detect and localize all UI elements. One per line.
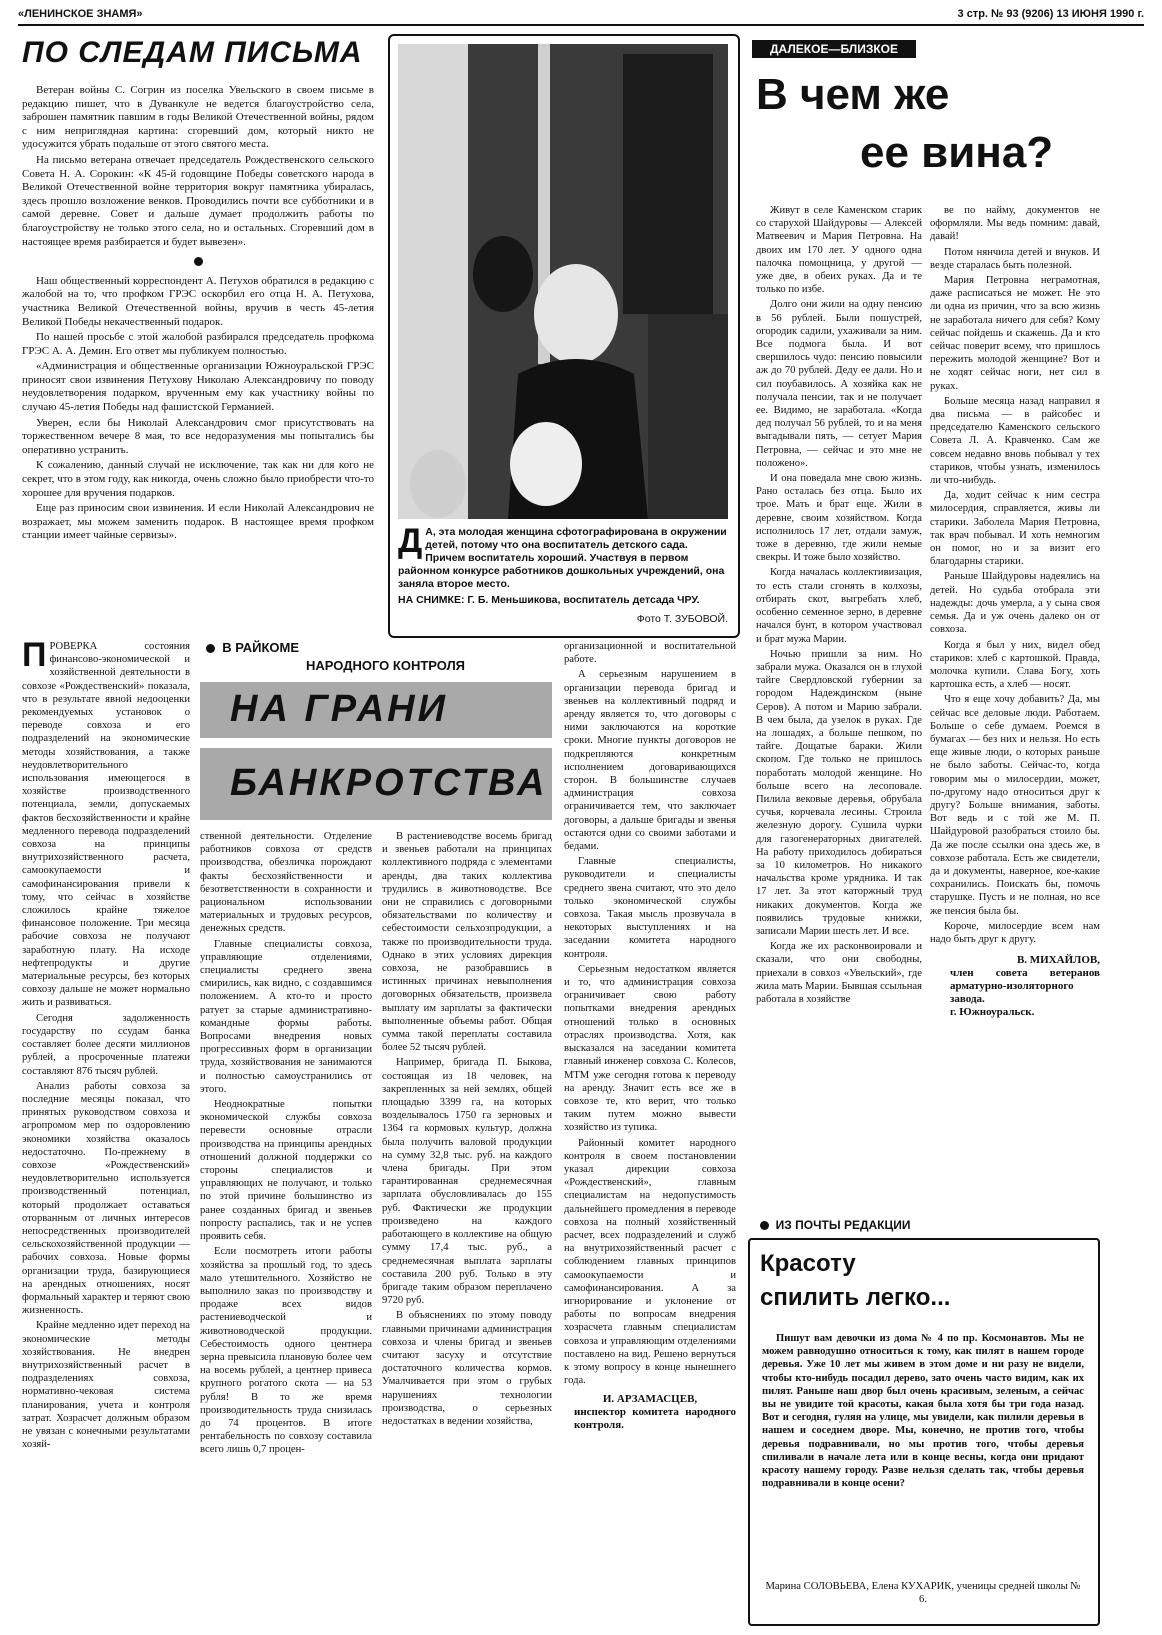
- paragraph: Короче, милосердие всем нам надо быть друг к другу.: [930, 920, 1100, 945]
- bankruptcy-col3: [382, 830, 552, 1430]
- paragraph: РОВЕРКА состояния финансово-экономической и хозяйственной деятельности в совхозе «Рождественский» показала, что в результате явной недооценки рекомендуемых установок о переводе совхоза и его подразделений на экономические методы хозяйствования, а также неудовлетворительного использования имеющегося в хозяйстве производственного потенциала, земли, допускаемых фактов бесхозяйственности и крайне медленного перевода подразделений совхоза на принципы внутрихозяйственного расчета, самоокупаемости и самофинансирования привели к тому, что сейчас в хозяйстве сложилось крайне тяжелое финансовое положение. Три месяца рабочие совхоза не получают заработную плату. На исходе нефтепродукты и другие материальные ресурсы, без которых совхозу дальше не может нормально жить и развиваться.: [22, 641, 190, 1009]
- paragraph: ственной деятельности. Отделение работников совхоза от средств производства, обезличка порождают факты бесхозяйственности и безответственности в сохранности и рациональном использовании материальных и трудовых ресурсов, денежных средств.: [200, 831, 372, 935]
- paragraph: Например, бригада П. Быкова, состоящая из 18 человек, на закрепленных за ней землях, общей площадью 3399 га, на которых возделывалось 1750 га зерновых и 1364 га кормовых культур, должна была получить валовой продукции на сумму 32,8 тыс. руб. на каждого члена бригады. При этом гарантированная среднемесячная зарплата обусловливалась до 155 руб. Фактически же продукции произведено на каждого работающего в коллективе на общую сумму 17,4 тыс. руб., а среднемесячная выплата зарплаты составила 200 руб. Только в эту бригаде таким образом переплачено 9720 руб.: [382, 1057, 552, 1307]
- paragraph: Анализ работы совхоза за последние месяцы показал, что принятых руководством совхоза и агропромом мер по оздоровлению экономики хозяйства оказалось недостаточно. По-прежнему в совхозе «Рождественский» неудовлетворительно используется производственный потенциал, который продолжает оставаться оторванным от личных интересов непосредственных производителей сельскохозяйственной продукции — рабочих совхоза. Новые формы организации труда, базирующиеся на арендных отношениях, носят формальный характер и теряют свою жизненность.: [22, 1080, 190, 1317]
- letter-section-title: ПО СЛЕДАМ ПИСЬМА: [22, 36, 363, 69]
- bankruptcy-signature-name: И. АРЗАМАСЦЕВ,: [602, 1393, 698, 1406]
- paragraph: Когда же их расконвоировали и сказали, что они свободны, приехали в совхоз «Увельский», где жила мать Марии. Бывшая ссыльная работала в хозяйстве: [756, 941, 922, 1005]
- paragraph: Раньше Шайдуровы надеялись на детей. Но судьба отобрала эти надежды: дочь умерла, а у сына своя семья. Да и уж очень далеко он от совхоза.: [930, 571, 1100, 636]
- mailbag-rubric: [760, 1218, 911, 1232]
- paragraph: ве по найму, документов не оформляли. Мы ведь помним: давай, давай!: [930, 205, 1100, 243]
- paragraph: Еще раз приносим свои извинения. И если Николай Александрович не возражает, мы можем заменить подарок. В настоящее время профком станции имеет чайные сервизы».: [22, 502, 374, 542]
- bullet-icon: [206, 644, 215, 653]
- paragraph: Крайне медленно идет переход на экономические методы хозяйствования. Не внедрен внутрихозяйственный расчет в подразделениях совхоза, нормативно-чековая система планирования, учета и контроля затрат. Хозрасчет должным образом не увязан с конечными результатами хозяй-: [22, 1320, 190, 1451]
- paragraph: Сегодня задолженность государству по ссудам банка составляет более десяти миллионов рублей, а просроченные платежи составляют 876 тысяч рублей.: [22, 1012, 190, 1077]
- mailbag-body: Пишут вам девочки из дома № 4 по пр. Космонавтов. Мы не можем равнодушно относиться к тому, как пилят в нашем городе деревья. Уже 10 лет мы живем в этом доме и ни разу не видели, чтобы кто-нибудь посадил дерево, зато очень часто видим, как их пилят. Раньше наш двор был очень красивым, зеленым, а сейчас вы не увидите той красоты, какая была хотя бы три года назад. Вот и сегодня, гуляя на улице, мы увидели, как пилили деревья в нашем и соседнем дворе. Мы, конечно, не против того, чтобы деревья подравнивали, но мы против того, чтобы деревья спиливали в начале лета или в конце весны, когда они придают красоту нашему городу. Разве нельзя сделать так, чтобы деревья подравнивали в конце осени?: [762, 1333, 1084, 1490]
- bankruptcy-title-box-2: [200, 748, 552, 820]
- paragraph: Уверен, если бы Николай Александрович смог присутствовать на торжественном вечере 8 мая, то все недоразумения мы попытались бы оперативно устранить.: [22, 416, 374, 456]
- paragraph: Ветеран войны С. Согрин из поселка Увельского в своем письме в редакцию пишет, что в Дуванкуле не ведется благоустройство села, заброшен памятник павшим в годы Великой Отечественной войны, рядом с ним неприглядная картина: сгоревший дом, который никто не удосужится убрать подальше от этого святого места.: [22, 84, 374, 151]
- bankruptcy-signature-role: инспектор комитета народного контроля.: [574, 1406, 736, 1432]
- bankruptcy-col1: [22, 636, 190, 1453]
- bankruptcy-title-box-1: [200, 682, 552, 738]
- mailbag-box: [748, 1238, 1100, 1626]
- photo-block: [388, 34, 740, 638]
- paragraph: «Администрация и общественные организации Южноуральской ГРЭС приносят свои извинения Петухову Николаю Александровичу по поводу неудовлетворения подарком, врученным ему как участнику войны по случаю 45-летия Победы над фашистской Германией.: [22, 360, 374, 414]
- paragraph: По нашей просьбе с этой жалобой разбирался председатель профкома ГРЭС А. А. Демин. Его ответ мы публикуем полностью.: [22, 331, 374, 357]
- paragraph: Потом нянчила детей и внуков. И везде старалась быть полезной.: [930, 246, 1100, 271]
- paragraph: Неоднократные попытки экономической службы совхоза перевести основные отрасли производства на принципы арендных отношений должной поддержки со стороны специалистов и управляющих не получают, и только по этой причине большинство из ранее созданных бригад и звеньев попросту распались, так и не успев проявить себя.: [200, 1099, 372, 1243]
- far-near-signature-city: г. Южноуральск.: [950, 1006, 1035, 1019]
- paragraph: Главные специалисты совхоза, управляющие отделениями, специалисты среднего звена смирились, как видно, с создавшимся положением. А кто-то и просто ратует за старые административно-командные формы работы. Вопросами внедрения новых прогрессивных форм в организации труда, хозяйствования не занимаются и полностью самоустранились от этого.: [200, 938, 372, 1095]
- paragraph: Главные специалисты, руководители и специалисты среднего звена считают, что это дело только экономической службы совхоза. Такая мысль прозвучала в некоторых выступлениях и на заседании комитета народного контроля.: [564, 856, 736, 960]
- separator-dot: [22, 255, 374, 269]
- paragraph: К сожалению, данный случай не исключение, так как ни для кого не секрет, что в этом году, как никогда, очень сложно было приобрести что-то хорошее для вручения подарков.: [22, 459, 374, 499]
- photo-image: [398, 44, 728, 519]
- bankruptcy-col4: [564, 640, 736, 1432]
- bankruptcy-rubric-line1: [206, 640, 299, 655]
- paragraph: Долго они жили на одну пенсию в 56 рублей. Были пошустрей, огородик садили, ухаживали за ним. Все подмога была. И вот свершилось чудо: пенсию повысили аж до 70 рублей. Деду ее дали. Но и сил поубавилось. А хозяйка как не получала пенсии, так и не получает ее. Видимо, не заработала. «Когда дед получал 56 рублей, то и на меня выгадывали пять, — сетует Мария Петровна, — сейчас и это мне не положено».: [756, 299, 922, 469]
- rubric-text: ИЗ ПОЧТЫ РЕДАКЦИИ: [775, 1218, 911, 1232]
- mailbag-title-line1: Красоту: [760, 1250, 856, 1277]
- paragraph: Если посмотреть итоги работы хозяйства за прошлый год, то здесь мало утешительного. Хозяйство не выполнило заказ по производству и продаже всех видов растениеводческой и животноводческой продукции. Себестоимость одного центнера зерна превысила плановую более чем на восемь рублей, а центнер привеса крупного рогатого скота — на 53 рубля! В то же время производительность труда снизилась до 74 процентов. В итоге рентабельность по совхозу составила всего лишь 0,7 процен-: [200, 1246, 372, 1456]
- kindergarten-photo: [398, 44, 728, 519]
- paragraph: А серьезным нарушением в организации перевода бригад и звеньев на коллективный подряд и аренду является то, что договоры с ними заключаются на короткие сроки. Многие пункты договоров не подкрепляются конкретным исполнением договаривающихся сторон. В большинстве случаев администрация совхоза ограничивается тем, что заключает договоры, а дальше бригады и звенья остаются одни со своими заботами и бедами.: [564, 669, 736, 853]
- issue-info: 3 стр. № 93 (9206) 13 ИЮНЯ 1990 г.: [957, 8, 1144, 20]
- paragraph: организационной и воспитательной работе.: [564, 641, 736, 666]
- paragraph: Живут в селе Каменском старик со старухой Шайдуровы — Алексей Матвеевич и Мария Петровна. На двоих им 170 лет. У одного одна палочка помощница, у другой — уже две, в обеих руках. Да и те только по избе.: [756, 205, 922, 296]
- paragraph: Наш общественный корреспондент А. Петухов обратился в редакцию с жалобой на то, что профком ГРЭС оскорбил его отца Н. А. Петухова, участника Великой Отечественной войны, вручив в честь 45-летия Великой Победы некачественный подарок.: [22, 274, 374, 328]
- bankruptcy-rubric-line2: НАРОДНОГО КОНТРОЛЯ: [306, 658, 466, 673]
- paragraph: Что я еще хочу добавить? Да, мы сейчас все деловые люди. Работаем. Больше о себе думаем. Роемся в бумагах — без них и нельзя. Но есть еще живые люди, о которых раньше не было заботы. Сейчас-то, когда говорим мы о милосердии, может, по-другому надо относиться друг к другу? Больше внимания, заботы. Вот ведь и с той же М. П. Шайдуровой разобраться стоило бы. Да же после ссылки она здесь же, в совхозе работала. Есть же свидетели, да и документы, наверное, кое-какие сохранились. Поискать бы, помочь старушке. Пусть и не полная, но все же пенсия была бы.: [930, 694, 1100, 917]
- paragraph: В объяснениях по этому поводу главными причинами администрация совхоза и члены бригад и звеньев считают засуху и отсутствие достаточного количества кормов. Умалчивается при этом о грубых нарушениях технологии производства, о серьезных недостатках в ведении хозяйства,: [382, 1310, 552, 1427]
- photo-caption: [398, 522, 728, 626]
- bullet-icon: [760, 1221, 769, 1230]
- caption-subject: НА СНИМКЕ: Г. Б. Меньшикова, воспитатель детсада ЧРУ.: [398, 594, 700, 606]
- paragraph: Больше месяца назад направил я два письма — в райсобес и председателю Каменского сельского Совета Л. А. Кравченко. Сам же совсем недавно вновь побывал у тех стариков, чтобы узнать, изменилось ли что-нибудь.: [930, 395, 1100, 487]
- bankruptcy-dropcap: П: [22, 636, 47, 674]
- bankruptcy-title-line1: НА ГРАНИ: [230, 688, 448, 730]
- far-near-col2: [930, 204, 1100, 1019]
- paragraph: Мария Петровна неграмотная, даже расписаться не может. Не это ли одна из причин, что за всю жизнь не заработала ничего для себя? Кому сейчас пойдешь и скажешь. Да и кто сейчас поверит всему, что пришлось пережить молодой женщине? Вот и не ходят сейчас ноги, нет сил в руках.: [930, 275, 1100, 392]
- paragraph: Серьезным недостатком является и то, что администрация совхоза ограничивает свою работу попытками внедрения арендных отношений только в основных отраслях производства. Хотя, как высказался на заседании комитета главный инженер совхоза С. Колесов, МТМ уже сегодня готова к переводу на аренду. Значит есть все же в совхозе те, кто верит, что только таким путем можно вывести хозяйство из тупика.: [564, 963, 736, 1134]
- paragraph: Ночью пришли за ним. Но забрали мужа. Оказался он в глухой тайге Свердловской губернии за городом Надеждинском (ныне Серов). А потом и Марию забрали. В чем была, да узелок в руках. Где на лошадях, а больше пешком, по тайге. Дощатые бараки. Жили скопом. Где только не пришлось поработать молодой женщине. Но больше всего на лесоповале. Пилила вековые деревья, обрубала сучья, корчевала лесины. Строила железную дорогу. Сушила чурки для газогенераторных двигателей. На работу приходилось добираться за 10 километров. Но никакого начальства кроме урядника. И так 17 лет. За этот каторжный труд никаких документов. Когда же появились трудовые книжки, записали Марии шесть лет. И все.: [756, 648, 922, 937]
- paragraph: В растениеводстве восемь бригад и звеньев работали на принципах коллективного подряда с элементами аренды, два таких коллектива трудились в животноводстве. Все они не справились с договорными обязательствами по количеству и себестоимости сельхозпродукции, а также по производительности труда. Однако в этих условиях дирекция совхоза, не разобравшись в истинных причинах невыполнения договорных обязательств, произвела выплату им зарплаты за фактически выполненные объемы работ. Общая сумма такой переплаты составила более 52 тысяч рублей.: [382, 831, 552, 1054]
- far-near-signature-role: член совета ветеранов арматурно-изоляторного завода.: [950, 967, 1100, 1006]
- far-near-signature-name: В. МИХАЙЛОВ,: [1016, 954, 1100, 967]
- far-near-rubric: [752, 40, 916, 58]
- mailbag-title-line2: спилить легко...: [760, 1284, 951, 1311]
- photographer-credit: Фото Т. ЗУБОВОЙ.: [636, 613, 728, 625]
- far-near-title-line2: ее вина?: [860, 128, 1054, 177]
- bankruptcy-title-line2: БАНКРОТСТВА: [230, 762, 548, 804]
- caption-text: А, эта молодая женщина сфотографирована в окружении детей, потому что она воспитатель детского сада. Причем воспитатель хороший. Участвуя в первом районном конкурсе работников дошкольных учреждений, она заняла второе место.: [398, 526, 727, 590]
- caption-dropcap: Д: [398, 522, 423, 560]
- rubric-label: ДАЛЕКОЕ—БЛИЗКОЕ: [770, 42, 898, 56]
- paper-name: «ЛЕНИНСКОЕ ЗНАМЯ»: [18, 8, 143, 20]
- far-near-title-line1: В чем же: [756, 70, 950, 119]
- paragraph: На письмо ветерана отвечает председатель Рождественского сельского Совета Н. А. Сорокин: «К 45-й годовщине Победы советского народа в Великой Отечественной войне территория вокруг памятника убиралась, здесь прошло возложение венков. Проводились почти все субботники и в самой деревне. Совет и дальше думает продолжить работы по благоустройству не только этого села, но и остальных. Сгоревший дом в настоящее время разбирается и будет вывезен».: [22, 153, 374, 248]
- far-near-col1: [756, 204, 922, 1008]
- paragraph: Районный комитет народного контроля в своем постановлении указал дирекции совхоза «Рождественский», главным специалистам на недопустимость дальнейшего промедления в переводе совхоза на полный хозяйственный расчет, всех подразделений и служб на внутрихозяйственный расчет с соблюдением главных принципов самоокупаемости и самофинансирования. А за игнорирование и уклонение от работы по вопросам внедрения хозрасчета главным специалистам совхоза и управляющим отделениями поставлено на вид. Решено вернуться к этому вопросу в конце нынешнего года.: [564, 1137, 736, 1387]
- mailbag-signature: Марина СОЛОВЬЕВА, Елена КУХАРИК, ученицы средней школы № 6.: [765, 1581, 1081, 1606]
- letter-section-body: [22, 84, 374, 545]
- bankruptcy-col2: [200, 830, 372, 1459]
- paragraph: Да, ходит сейчас к ним сестра милосердия, справляется, живы ли старики. Заболела Мария Петровна, так врач побывал. И хоть немногим он помог, но и за визит его благодарны старики.: [930, 490, 1100, 568]
- paragraph: Когда я был у них, видел обед стариков: хлеб с картошкой. Правда, молочка купили. Слава Богу, хоть картошка есть, а хлеб — носят.: [930, 639, 1100, 691]
- masthead: [18, 8, 1144, 26]
- rubric-text: В РАЙКОМЕ: [222, 640, 300, 655]
- paragraph: И она поведала мне свою жизнь. Рано осталась без отца. Было их трое. Мать и брат еще. Жили в деревне, своим хозяйством. Когда исполнилось 17 лет, отдали замуж, тоже в деревню, где жили немые свекры. И тоже было хозяйство.: [756, 473, 922, 564]
- paragraph: Когда началась коллективизация, то есть стали сгонять в колхозы, отбирать скот, выгребать хлеб, особенно семенное зерно, в деревне начался бунт, в котором участвовал и брат мужа Марии.: [756, 567, 922, 645]
